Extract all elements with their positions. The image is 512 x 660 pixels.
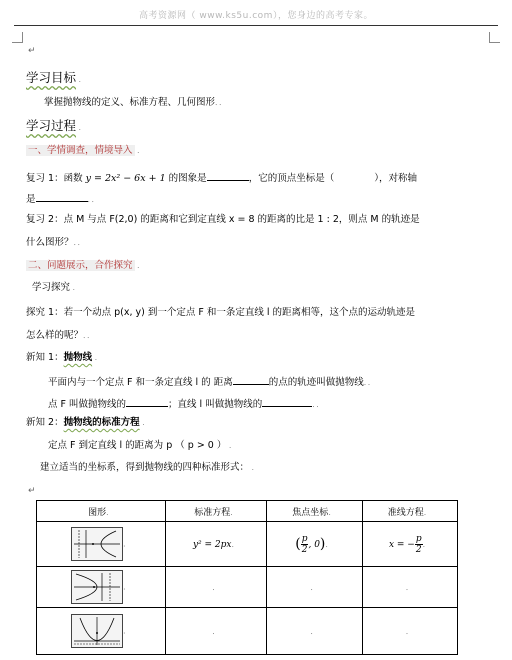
focus-directrix-line: 点 F 叫做抛物线的 ；直线 l 叫做抛物线的 ．． [48, 396, 324, 411]
equation-cell: ． [166, 608, 267, 655]
table-row [37, 608, 458, 655]
page-corner-mark [489, 32, 500, 43]
figure-cell: ． [37, 522, 166, 567]
goal-text: 掌握抛物线的定义、标准方程、几何图形．． [44, 97, 228, 108]
explore-1-line1: 探究 1：若一个动点 p(x, y) 到一个定点 F 和一条定直线 l 的距离相等，这个点的运动轨迹是 [26, 307, 416, 318]
explore-1-line2: 怎么样的呢？．． [26, 330, 96, 341]
parabola-up-figure [71, 614, 123, 648]
section-1-heading: 一、学情调查，情境导入 . [28, 145, 140, 156]
distance-line: 定点 F 到定直线 l 的距离为 p （ p > 0 ） . [48, 440, 232, 451]
equation-cell: y² = 2px． [166, 522, 267, 567]
section-2-heading: 二、问题展示，合作探究 . [28, 260, 140, 271]
new-knowledge-2: 新知 2：抛物线的标准方程 . [26, 417, 145, 428]
page-corner-mark [12, 32, 23, 43]
directrix-cell: x = − $\frac{p}{2}$ ． [362, 522, 457, 567]
review-2-line2: 什么图形？．． [26, 237, 86, 248]
focus-cell: ( $\frac{p}{2}$ , 0)． [267, 522, 362, 567]
figure-cell: ． [37, 608, 166, 655]
coordinate-line: 建立适当的坐标系，得到抛物线的四种标准形式： . [40, 462, 255, 473]
col-header-equation: 标准方程． [166, 501, 267, 522]
paragraph-mark: ↵ [28, 486, 36, 496]
directrix-cell: ． [362, 567, 457, 608]
directrix-cell: ． [362, 608, 457, 655]
header-divider [14, 25, 498, 26]
col-header-directrix: 准线方程． [362, 501, 457, 522]
col-header-figure: 图形． [37, 501, 166, 522]
focus-cell: ． [267, 567, 362, 608]
equation-cell: ． [166, 567, 267, 608]
paragraph-mark: ↵ [28, 46, 36, 56]
table-row [37, 567, 458, 608]
review-1-cont: 是 ．． [26, 191, 100, 206]
review-1-line: 复习 1：函数 y = 2x² − 6x + 1 的图象是 ，它的顶点坐标是（ ），对称轴 [26, 170, 417, 185]
heading-learning-process: 学习过程 . [26, 118, 82, 133]
figure-cell: ． [37, 567, 166, 608]
standard-forms-table [36, 500, 458, 655]
definition-line: 平面内与一个定点 F 和一条定直线 l 的 距离 的点的轨迹叫做抛物线．． [48, 374, 376, 389]
header-watermark: 高考资源网（ www.ks5u.com），您身边的高考专家。 [139, 11, 373, 21]
focus-cell: ． [267, 608, 362, 655]
parabola-right-figure [71, 527, 123, 561]
parabola-left-figure [71, 570, 123, 604]
new-knowledge-1: 新知 1：抛物线 . [26, 352, 98, 363]
table-row [37, 522, 458, 567]
study-explore-label: 学习探究 . [32, 282, 76, 293]
heading-learning-goal: 学习目标 . [26, 70, 82, 85]
review-2-line1: 复习 2：点 M 与点 F(2,0) 的距离和它到定直线 x = 8 的距离的比是 1 : 2，则点 M 的轨迹是 [26, 214, 420, 225]
col-header-focus: 焦点坐标． [267, 501, 362, 522]
